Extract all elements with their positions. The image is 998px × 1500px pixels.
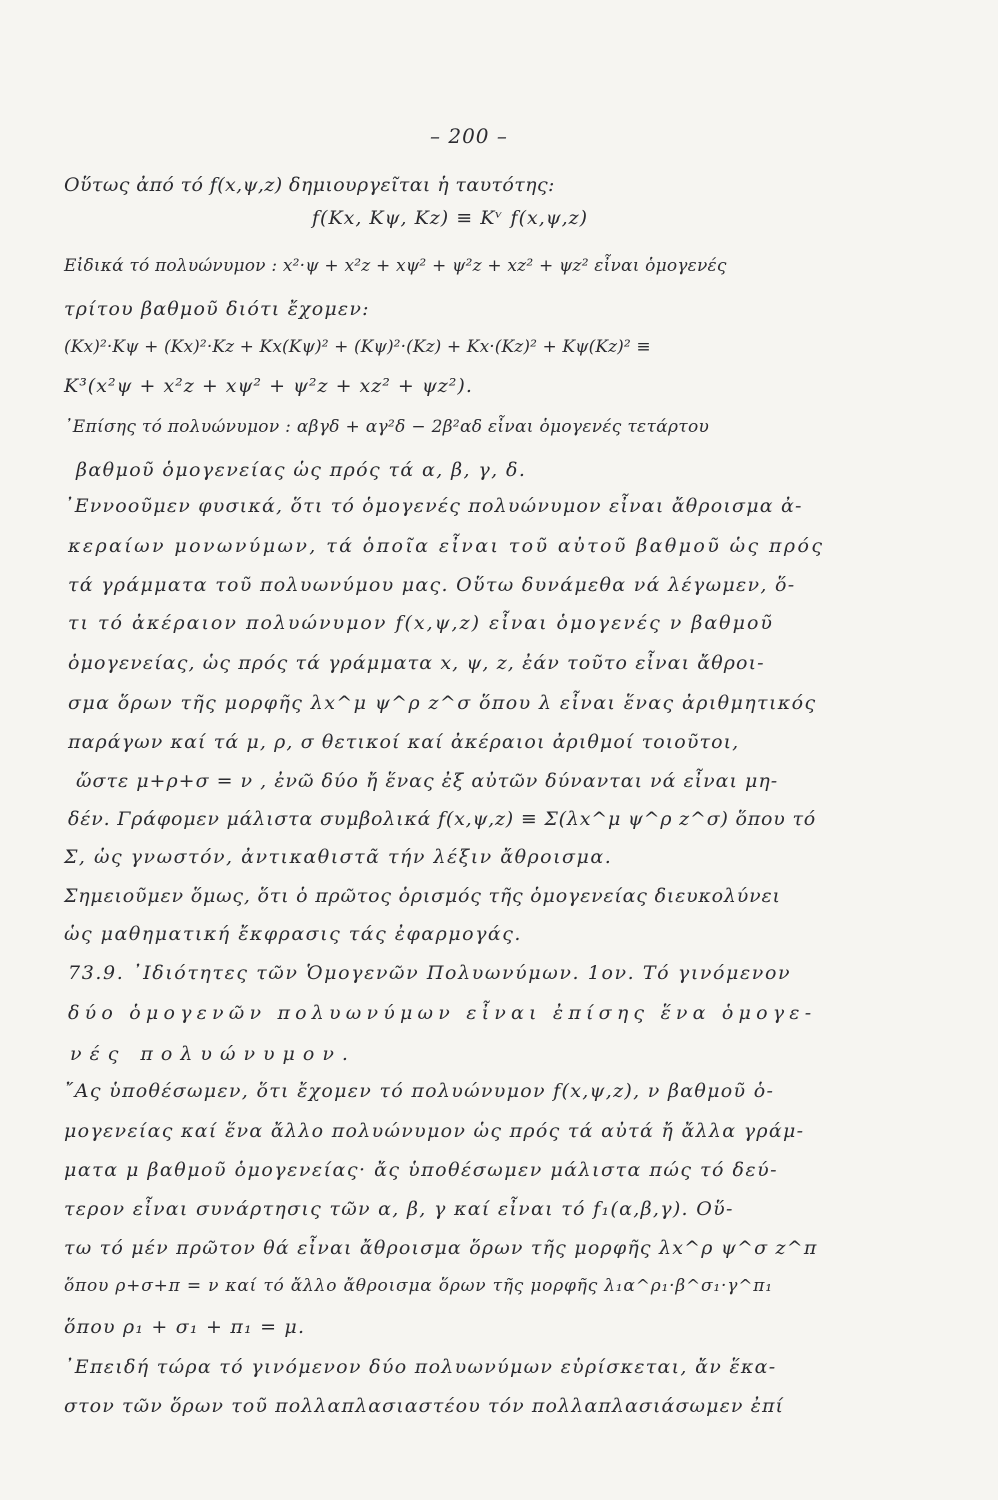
text-line: βαθμοῦ ὁμογενείας ὡς πρός τά α, β, γ, δ. [76,459,527,481]
section-heading: 73.9. ᾽Ιδιότητες τῶν Ὁμογενῶν Πολυωνύμων. 1ον. Τό γινόμενον [68,962,792,984]
text-line: Εἰδικά τό πολυώνυμον : x²·ψ + x²z + xψ² + ψ²z + xz² + ψz² εἶναι ὁμογενές [64,256,727,276]
text-line: ῎Ας ὑποθέσωμεν, ὅτι ἔχομεν τό πολυώνυμον f(x,ψ,z), ν βαθμοῦ ὁ- [64,1080,775,1102]
text-line: μογενείας καί ἕνα ἄλλο πολυώνυμον ὡς πρός τά αὐτά ἤ ἄλλα γράμ- [64,1120,805,1142]
section-heading: νές πολυώνυμον. [70,1043,356,1065]
text-line: ᾽Επειδή τώρα τό γινόμενον δύο πολυωνύμων εὑρίσκεται, ἄν ἕκα- [64,1356,777,1378]
text-line: τω τό μέν πρῶτον θά εἶναι ἄθροισμα ὅρων τῆς μορφῆς λx^ρ ψ^σ z^π [64,1237,818,1259]
text-line: παράγων καί τά μ, ρ, σ θετικοί καί ἀκέραιοι ἀριθμοί τοιοῦτοι, [68,731,740,753]
text-line: Σ, ὡς γνωστόν, ἀντικαθιστᾶ τήν λέξιν ἄθροισμα. [64,846,613,868]
text-line: κεραίων μονωνύμων, τά ὁποῖα εἶναι τοῦ αὐτοῦ βαθμοῦ ὡς πρός [68,535,825,557]
text-line: ᾽Επίσης τό πολυώνυμον : αβγδ + αγ²δ − 2β²αδ εἶναι ὁμογενές τετάρτου [64,417,710,437]
text-line: Σημειοῦμεν ὅμως, ὅτι ὁ πρῶτος ὁρισμός τῆς ὁμογενείας διευκολύνει [64,885,781,907]
formula-line: K³(x²ψ + x²z + xψ² + ψ²z + xz² + ψz²). [64,375,473,397]
text-line: τι τό ἀκέραιον πολυώνυμον f(x,ψ,z) εἶναι ὁμογενές ν βαθμοῦ [68,612,774,634]
text-line: ὁμογενείας, ὡς πρός τά γράμματα x, ψ, z, ἐάν τοῦτο εἶναι ἄθροι- [68,652,765,674]
text-line: ματα μ βαθμοῦ ὁμογενείας· ἄς ὑποθέσωμεν μάλιστα πώς τό δεύ- [64,1159,779,1181]
text-line: δέν. Γράφομεν μάλιστα συμβολικά f(x,ψ,z) ≡ Σ(λx^μ ψ^ρ z^σ) ὅπου τό [68,808,817,830]
text-line: τερον εἶναι συνάρτησις τῶν α, β, γ καί εἶναι τό f₁(α,β,γ). Οὕ- [64,1198,734,1220]
formula-line: (Kx)²·Kψ + (Kx)²·Kz + Kx(Kψ)² + (Kψ)²·(Kz) + Kx·(Kz)² + Kψ(Kz)² ≡ [64,337,651,357]
text-line: ὅπου ρ₁ + σ₁ + π₁ = μ. [64,1316,306,1338]
section-heading: δύο ὁμογενῶν πολυωνύμων εἶναι ἐπίσης ἕνα ὁμογε- [68,1002,817,1024]
page-number: – 200 – [430,124,508,148]
text-line: ὥστε μ+ρ+σ = ν , ἐνῶ δύο ἤ ἕνας ἐξ αὐτῶν δύνανται νά εἶναι μη- [76,770,779,792]
text-line: ὅπου ρ+σ+π = ν καί τό ἄλλο ἄθροισμα ὅρων τῆς μορφῆς λ₁α^ρ₁·β^σ₁·γ^π₁ [64,1276,773,1296]
text-line: τρίτου βαθμοῦ διότι ἔχομεν: [64,298,370,320]
text-line: σμα ὅρων τῆς μορφῆς λx^μ ψ^ρ z^σ ὅπου λ εἶναι ἕνας ἀριθμητικός [68,692,817,714]
text-line: ὡς μαθηματική ἔκφρασις τάς ἐφαρμογάς. [64,923,522,945]
text-line: Οὕτως ἀπό τό f(x,ψ,z) δημιουργεῖται ἡ ταυτότης: [64,174,555,196]
text-line: τά γράμματα τοῦ πολυωνύμου μας. Οὕτω δυνάμεθα νά λέγωμεν, ὅ- [68,574,796,596]
formula-line: f(Kx, Kψ, Kz) ≡ Kᵛ f(x,ψ,z) [312,207,589,229]
text-line: στον τῶν ὅρων τοῦ πολλαπλασιαστέου τόν πολλαπλασιάσωμεν ἐπί [64,1395,785,1417]
text-line: ᾽Εννοοῦμεν φυσικά, ὅτι τό ὁμογενές πολυώνυμον εἶναι ἄθροισμα ἀ- [64,495,803,517]
